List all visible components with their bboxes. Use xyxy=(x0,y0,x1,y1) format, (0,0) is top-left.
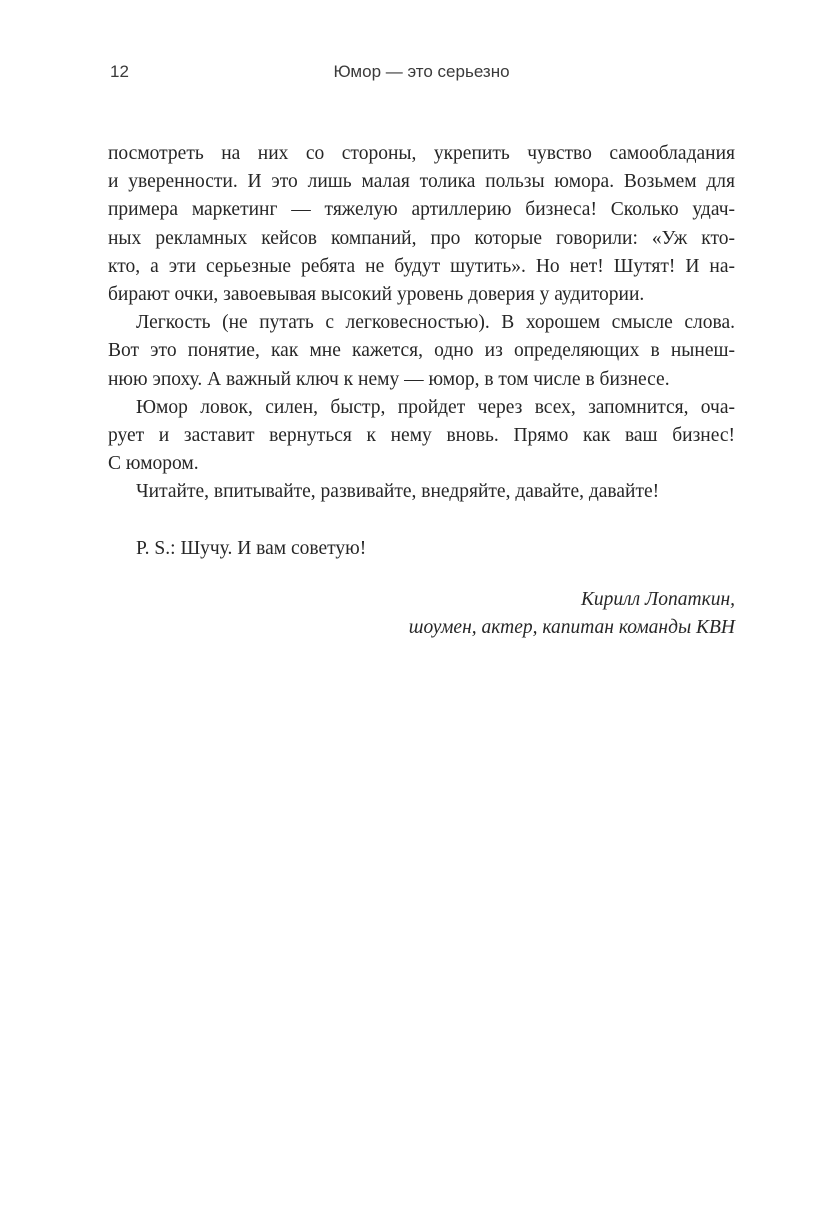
page-number: 12 xyxy=(110,62,129,81)
paragraph-line: бирают очки, завоевывая высокий уровень доверия у аудитории. xyxy=(108,284,645,306)
body-text xyxy=(108,140,735,642)
paragraph xyxy=(108,394,735,479)
paragraph-line: Легкость (не путать с легковесностью). В хорошем смысле слова. xyxy=(136,312,735,334)
running-header xyxy=(108,62,735,84)
paragraph-line: Вот это понятие, как мне кажется, одно из определяющих в нынеш- xyxy=(108,340,735,362)
paragraph xyxy=(108,309,735,394)
paragraphs-container xyxy=(108,140,735,507)
paragraph xyxy=(108,140,735,309)
postscript: P. S.: Шучу. И вам советую! xyxy=(136,537,367,559)
paragraph-line: рует и заставит вернуться к нему вновь. Прямо как ваш бизнес! xyxy=(108,425,735,447)
paragraph-line: примера маркетинг — тяжелую артиллерию бизнеса! Сколько удач- xyxy=(108,199,735,221)
paragraph-line: С юмором. xyxy=(108,453,199,475)
signature xyxy=(108,586,735,642)
paragraph-line: ных рекламных кейсов компаний, про которые говорили: «Уж кто- xyxy=(108,227,735,249)
paragraph-line: нюю эпоху. А важный ключ к нему — юмор, в том числе в бизнесе. xyxy=(108,368,670,390)
paragraph-line: Читайте, впитывайте, развивайте, внедряйте, давайте, давайте! xyxy=(136,481,660,503)
signature-role: шоумен, актер, капитан команды КВН xyxy=(408,617,735,639)
running-title: Юмор — это серьезно xyxy=(333,62,510,81)
paragraph xyxy=(108,478,735,506)
paragraph-line: и уверенности. И это лишь малая толика пользы юмора. Возьмем для xyxy=(108,171,735,193)
paragraph-line: кто, а эти серьезные ребята не будут шутить». Но нет! Шутят! И на- xyxy=(108,255,735,277)
paragraph-line: Юмор ловок, силен, быстр, пройдет через всех, запомнится, оча- xyxy=(136,396,735,418)
paragraph-line: посмотреть на них со стороны, укрепить чувство самообладания xyxy=(108,143,735,164)
signature-name: Кирилл Лопаткин, xyxy=(580,588,735,610)
